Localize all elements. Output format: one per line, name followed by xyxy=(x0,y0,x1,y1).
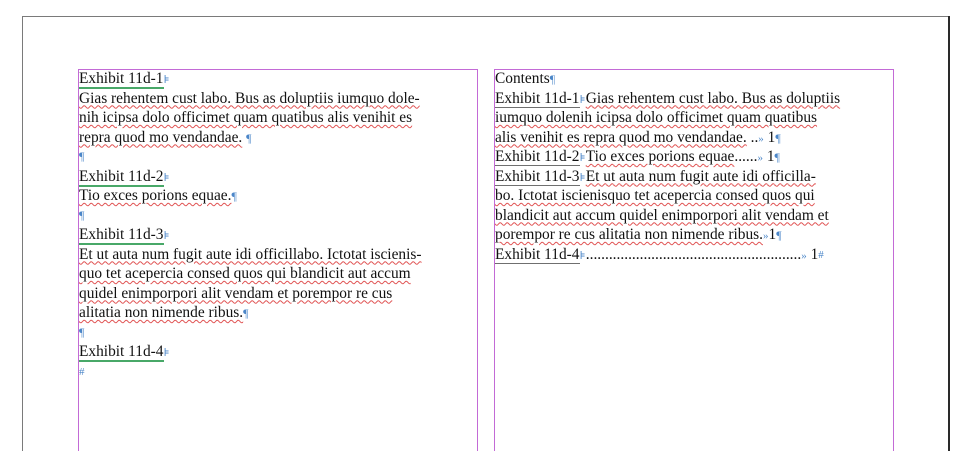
page-number: 1 xyxy=(766,148,775,165)
empty-paragraph: ¶ xyxy=(79,324,85,339)
heading-text: Exhibit 11d-2 xyxy=(79,167,164,185)
page-edge-left xyxy=(22,16,23,451)
heading-text: Exhibit 11d-3 xyxy=(79,226,164,243)
exhibit-heading-3[interactable] xyxy=(79,225,477,245)
toc-entry-text: blandicit aut accum quidel enimporpori alit vendam et xyxy=(495,206,829,224)
body-line[interactable] xyxy=(79,128,477,148)
body-line[interactable] xyxy=(79,264,477,284)
body-line[interactable] xyxy=(79,284,477,304)
page-number: 1 xyxy=(767,128,776,146)
page-number: 1 xyxy=(810,245,819,263)
body-text: nih icipsa dolo officimet quam quatibus alis venihit es xyxy=(79,109,413,126)
heading-end-marker: ⊧ xyxy=(163,347,170,359)
toc-entry-text: alis venihit es repra quod mo vendandae. xyxy=(495,128,747,146)
toc-entry-3[interactable] xyxy=(495,167,894,187)
toc-entry-line[interactable] xyxy=(495,108,894,128)
toc-entry-text: Gias rehentem cust labo. Bus as doluptiis xyxy=(585,89,841,107)
end-of-story-mark: # xyxy=(818,248,824,261)
toc-entry-line[interactable] xyxy=(495,225,894,245)
empty-paragraph: ¶ xyxy=(79,207,85,222)
tab-marker: » xyxy=(757,152,763,164)
heading-end-marker: ⊧ xyxy=(163,171,170,184)
empty-paragraph: ¶ xyxy=(79,149,85,163)
page-number: 1 xyxy=(768,226,777,243)
pilcrow-mark: ¶ xyxy=(549,72,556,86)
toc-exhibit-label[interactable]: Exhibit 11d-1 xyxy=(495,89,580,107)
toc-exhibit-label[interactable]: Exhibit 11d-4 xyxy=(495,245,580,263)
heading-end-marker: ⊧ xyxy=(163,74,170,86)
toc-entry-1[interactable] xyxy=(495,89,894,109)
body-text: quo tet acepercia consed quos qui blandicit aut accum xyxy=(79,265,411,282)
toc-entry-text: Tio exces porions equae xyxy=(585,148,735,165)
toc-entry-2[interactable] xyxy=(495,147,894,167)
toc-entry-line[interactable] xyxy=(495,206,894,226)
heading-end-marker: ⊧ xyxy=(163,230,170,242)
tab-marker: » xyxy=(758,132,764,145)
pilcrow-mark: ¶ xyxy=(246,130,252,145)
left-text-frame[interactable] xyxy=(79,69,477,381)
body-text: alitatia non nimende ribus. xyxy=(79,304,244,321)
pilcrow-mark: ¶ xyxy=(774,150,780,164)
body-text: repra quod mo vendandae. xyxy=(79,128,243,146)
exhibit-heading-2[interactable] xyxy=(79,167,477,187)
body-line[interactable] xyxy=(79,303,477,323)
tab-marker: » xyxy=(762,230,769,242)
tab-marker: ⊧ xyxy=(579,93,586,106)
body-line[interactable] xyxy=(79,245,477,265)
column-guide-left-inner xyxy=(477,69,478,451)
body-text: Et ut auta num fugit aute idi officillabo. Ictotat iscienis- xyxy=(79,245,422,263)
tab-marker: ⊧ xyxy=(579,249,586,262)
toc-entry-text: iumquo dolenih icipsa dolo officimet quam quatibus xyxy=(495,109,818,126)
exhibit-heading-1[interactable] xyxy=(79,69,477,89)
body-line[interactable] xyxy=(79,108,477,128)
body-text: Tio exces porions equae. xyxy=(79,187,232,204)
tab-marker: ⊧ xyxy=(579,171,586,184)
body-line[interactable] xyxy=(79,89,477,109)
toc-title-text: Contents xyxy=(495,70,550,87)
toc-text-frame[interactable] xyxy=(495,69,894,264)
pilcrow-mark: ¶ xyxy=(243,306,249,320)
toc-title[interactable] xyxy=(495,69,894,89)
page-edge-top xyxy=(22,16,948,17)
pilcrow-mark: ¶ xyxy=(776,228,782,242)
page-edge-right xyxy=(948,16,950,451)
leader-dots: ........................................................ xyxy=(585,245,802,263)
toc-exhibit-label[interactable]: Exhibit 11d-2 xyxy=(495,148,580,165)
body-line[interactable] xyxy=(79,186,477,206)
toc-entry-line[interactable] xyxy=(495,128,894,148)
end-of-story-mark: # xyxy=(79,365,85,378)
toc-entry-text: bo. Ictotat iscienisquo tet acepercia consed quos qui xyxy=(495,187,815,204)
toc-entry-line[interactable] xyxy=(495,186,894,206)
toc-entry-text: Et ut auta num fugit aute idi officilla- xyxy=(585,167,816,185)
exhibit-heading-4[interactable] xyxy=(79,342,477,362)
toc-exhibit-label[interactable]: Exhibit 11d-3 xyxy=(495,167,580,185)
pilcrow-mark: ¶ xyxy=(775,130,781,145)
heading-text: Exhibit 11d-1 xyxy=(79,70,164,87)
tab-marker: » xyxy=(801,249,807,262)
toc-entry-4[interactable] xyxy=(495,245,894,265)
pilcrow-mark: ¶ xyxy=(231,189,237,203)
leader-dots: .. xyxy=(750,128,759,146)
toc-entry-text: porempor re cus alitatia non nimende ribus. xyxy=(495,226,763,243)
body-text: quidel enimporpori alit vendam et porempor re cus xyxy=(79,284,393,302)
leader-dots: ...... xyxy=(734,148,758,165)
body-text: Gias rehentem cust labo. Bus as doluptiis iumquo dole- xyxy=(79,89,420,107)
heading-text: Exhibit 11d-4 xyxy=(79,343,164,360)
tab-marker: ⊧ xyxy=(579,152,586,164)
end-of-story xyxy=(79,362,477,382)
